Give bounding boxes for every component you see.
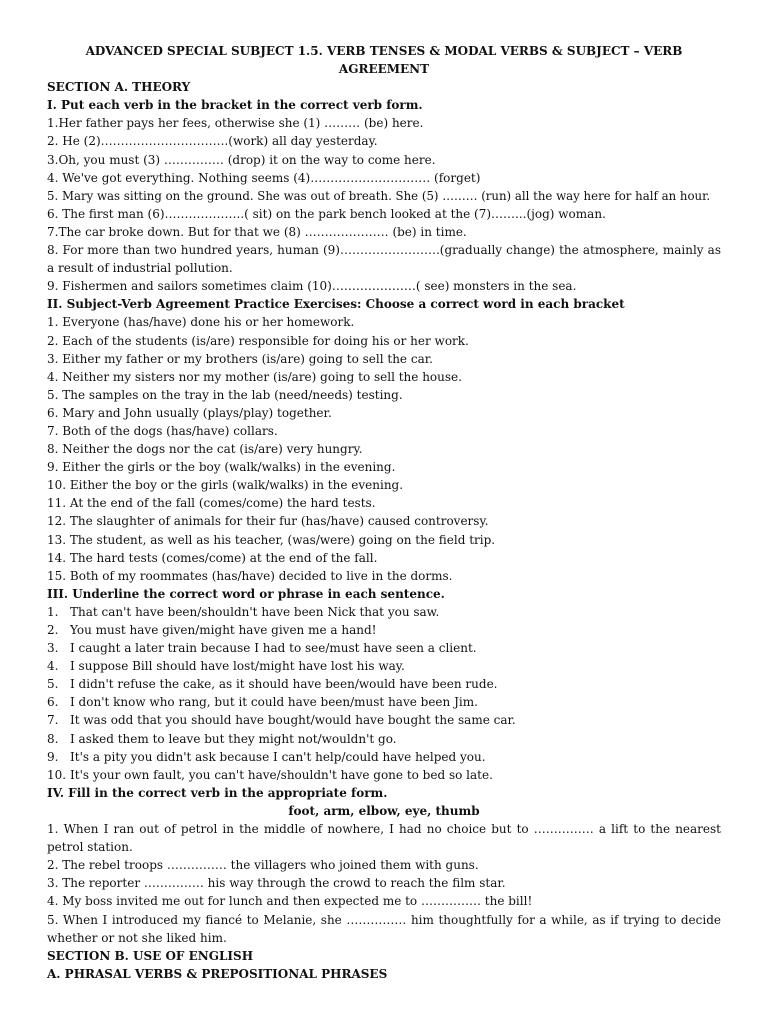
part-2-item: 13. The student, as well as his teacher, (was/were) going on the field trip. (47, 532, 496, 547)
list-item (47, 766, 721, 784)
part-4-item: 5. When I introduced my fiancé to Melanie, she …………… him thoughtfully for a while, as if trying to decide whether or not she liked him. (47, 912, 721, 945)
part-4-item: 1. When I ran out of petrol in the middle of nowhere, I had no choice but to …………… a lift to the nearest petrol station. (47, 822, 721, 855)
section-a-heading: SECTION A. THEORY (47, 80, 191, 95)
part-2-item: 11. At the end of the fall (comes/come) the hard tests. (47, 496, 376, 511)
list-item (47, 675, 721, 693)
item-number: 3. (47, 641, 59, 656)
part-3-heading: III. Underline the correct word or phrase in each sentence. (47, 586, 445, 601)
item-text: That can't have been/shouldn't have been Nick that you saw. (70, 604, 440, 619)
part-4-heading: IV. Fill in the correct verb in the appropriate form. (47, 785, 388, 800)
word-bank: foot, arm, elbow, eye, thumb (288, 803, 480, 818)
item-number: 1. (47, 604, 59, 619)
part-4-item: 4. My boss invited me out for lunch and then expected me to …………… the bill! (47, 894, 533, 909)
part-1-item: 2. He (2)…………………………..(work) all day yesterday. (47, 134, 378, 149)
list-item (47, 748, 721, 766)
part-2-item: 2. Each of the students (is/are) responsible for doing his or her work. (47, 333, 469, 348)
item-number: 2. (47, 623, 59, 637)
part-4-item: 2. The rebel troops …………… the villagers who joined them with guns. (47, 858, 479, 873)
part-1-item: 3.Oh, you must (3) …………… (drop) it on the way to come here. (47, 152, 436, 167)
part-3-list (47, 603, 721, 784)
part-1-item: 9. Fishermen and sailors sometimes claim (10)…………………( see) monsters in the sea. (47, 279, 577, 294)
part-4-item: 3. The reporter …………… his way through the crowd to reach the film star. (47, 876, 506, 891)
list-item (47, 693, 721, 711)
item-number: 5. (47, 677, 59, 692)
part-2-item: 8. Neither the dogs nor the cat (is/are) very hungry. (47, 442, 363, 457)
list-item (47, 621, 721, 639)
part-1-heading: I. Put each verb in the bracket in the correct verb form. (47, 98, 423, 113)
part-2-item: 6. Mary and John usually (plays/play) together. (47, 405, 332, 420)
list-item (47, 730, 721, 748)
part-1-item: 8. For more than two hundred years, human (9)…………………….(gradually change) the atmosphere, mainly as a result of industrial pollution. (47, 243, 721, 276)
part-2-item: 14. The hard tests (comes/come) at the end of the fall. (47, 550, 378, 565)
part-2-item: 10. Either the boy or the girls (walk/walks) in the evening. (47, 478, 404, 493)
part-1-item: 4. We've got everything. Nothing seems (4)………………………… (forget) (47, 170, 481, 185)
document-title: ADVANCED SPECIAL SUBJECT 1.5. VERB TENSES & MODAL VERBS & SUBJECT – VERB AGREEMENT (85, 44, 683, 77)
part-1-item: 5. Mary was sitting on the ground. She was out of breath. She (5) ……… (run) all the way here for half an hour. (47, 188, 711, 203)
section-b-heading: SECTION B. USE OF ENGLISH (47, 948, 254, 963)
item-number: 9. (47, 749, 59, 764)
part-2-item: 15. Both of my roommates (has/have) decided to live in the dorms. (47, 568, 453, 583)
part-2-item: 3. Either my father or my brothers (is/are) going to sell the car. (47, 351, 433, 366)
section-b-part-a-heading: A. PHRASAL VERBS & PREPOSITIONAL PHRASES (47, 966, 388, 981)
item-number: 7. (47, 713, 59, 728)
item-text: I caught a later train because I had to see/must have seen a client. (70, 641, 477, 656)
item-text: I don't know who rang, but it could have been/must have been Jim. (70, 695, 478, 710)
list-item (47, 603, 721, 621)
item-number: 4. (47, 659, 59, 674)
part-1-item: 1.Her father pays her fees, otherwise she (1) ……… (be) here. (47, 116, 424, 131)
item-number: 10. (47, 767, 67, 782)
part-2-heading: II. Subject-Verb Agreement Practice Exercises: Choose a correct word in each bracket (47, 297, 625, 312)
item-text: I asked them to leave but they might not/wouldn't go. (70, 731, 397, 746)
part-2-item: 7. Both of the dogs (has/have) collars. (47, 423, 278, 438)
item-text: I suppose Bill should have lost/might have lost his way. (70, 659, 405, 674)
part-1-item: 7.The car broke down. But for that we (8) ………………… (be) in time. (47, 224, 467, 239)
part-2-item: 12. The slaughter of animals for their fur (has/have) caused controversy. (47, 514, 489, 529)
item-number: 8. (47, 731, 59, 746)
item-text: I didn't refuse the cake, as it should have been/would have been rude. (70, 677, 498, 692)
part-2-item: 9. Either the girls or the boy (walk/walks) in the evening. (47, 460, 396, 475)
list-item (47, 657, 721, 675)
part-2-item: 1. Everyone (has/have) done his or her homework. (47, 315, 355, 330)
list-item (47, 711, 721, 729)
item-text: It's a pity you didn't ask because I can't help/could have helped you. (70, 749, 486, 764)
item-text: It was odd that you should have bought/would have bought the same car. (70, 713, 516, 728)
part-2-item: 5. The samples on the tray in the lab (need/needs) testing. (47, 387, 403, 402)
item-number: 6. (47, 695, 59, 710)
item-text: You must have given/might have given me a hand! (70, 623, 377, 637)
part-1-item: 6. The first man (6)………………..( sit) on the park bench looked at the (7)……...(jog) woman. (47, 206, 606, 221)
list-item (47, 639, 721, 657)
item-text: It's your own fault, you can't have/shouldn't have gone to bed so late. (70, 767, 493, 782)
part-2-item: 4. Neither my sisters nor my mother (is/are) going to sell the house. (47, 369, 462, 384)
